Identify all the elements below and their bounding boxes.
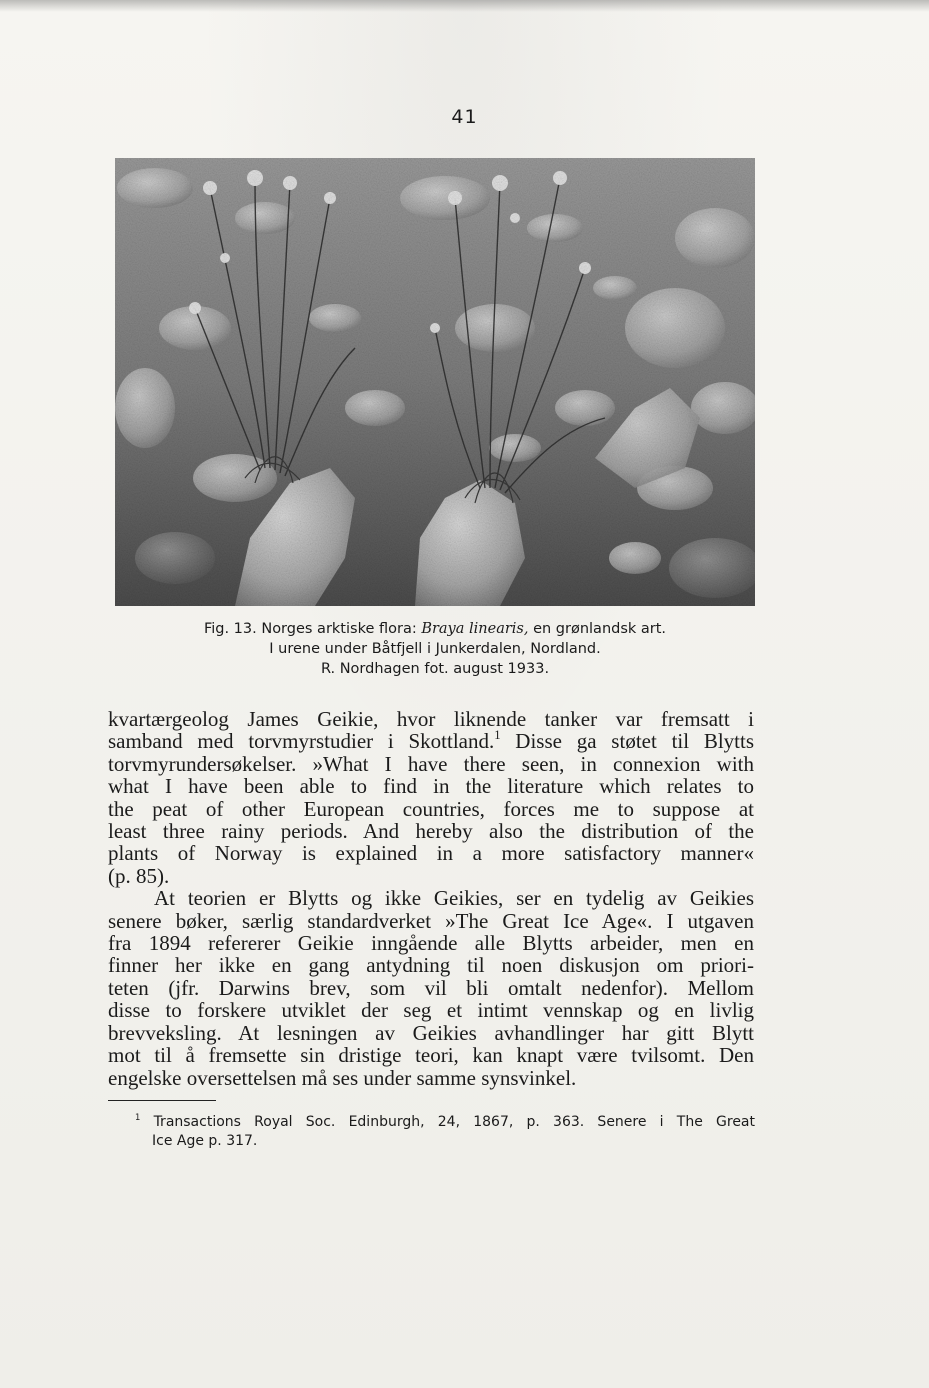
footnote-line: $^1$ Transactions Royal Soc. Edinburgh, 24, 1867, p. 363. Senere i The Great [135,1112,756,1130]
body-text [108,708,754,1089]
body-line: engelske oversettelsen må ses under samme synsvinkel. [108,1065,577,1090]
footnote-line: Ice Age p. 317. [152,1133,258,1149]
figure-caption [115,619,755,679]
body-line: the peat of other European countries, forces me to suppose at [108,796,754,821]
body-line: (p. 85). [108,863,170,888]
photo-braya-linearis [115,158,755,606]
caption-line: I urene under Båtfjell i Junkerdalen, Nordland. [269,641,601,657]
body-line: mot til å fremsette sin dristige teori, kan knapt være tvilsomt. Den [108,1043,754,1068]
caption-line: R. Nordhagen fot. august 1933. [320,661,550,677]
caption-line: Fig. 13. Norges arktiske flora: Braya linearis, en grønlandsk art. [203,621,667,637]
body-line: finner her ikke en gang antydning til noen diskusjon om priori- [108,953,754,978]
body-line: samband med torvmyrstudier i Skottland.$^1$ Disse ga støtet til Blytts [108,728,755,754]
body-line: teten (jfr. Darwins brev, som vil bli omtalt nedenfor). Mellom [108,975,754,1000]
figure-photo [115,158,755,606]
body-line: At teorien er Blytts og ikke Geikies, ser en tydelig av Geikies [154,886,754,911]
body-line: kvartærgeolog James Geikie, hvor liknende tanker var fremsatt i [108,707,754,731]
body-line: plants of Norway is explained in a more satisfactory manner« [108,841,754,866]
footnote-ref: 1 [494,728,501,743]
page-edge-shadow [0,0,929,12]
footnote-marker: 1 [135,1112,141,1123]
body-line: least three rainy periods. And hereby also the distribution of the [108,819,754,844]
body-line: fra 1894 refererer Geikie inngående alle Blytts arbeider, men en [108,931,754,956]
body-line: brevveksling. At lesningen av Geikies avhandlinger har gitt Blytt [108,1020,754,1045]
body-line: torvmyrundersøkelser. »What I have there seen, in connexion with [108,751,754,776]
body-line: what I have been able to find in the literature which relates to [108,774,754,799]
body-line: disse to forskere utviklet der seg et intimt vennskap og en livlig [108,998,754,1023]
body-line: senere bøker, særlig standardverket »The Great Ice Age«. I utgaven [108,908,754,933]
footnote-rule [108,1100,216,1101]
footnote [135,1113,755,1151]
page-number: 41 [451,106,478,128]
